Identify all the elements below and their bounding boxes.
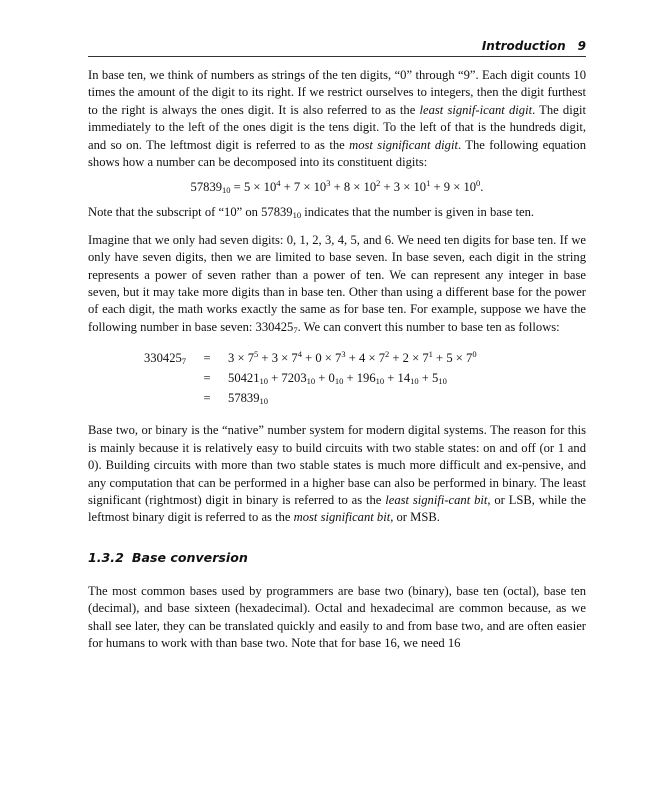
equation-row [144,348,477,368]
text-span: Imagine that we only had seven digits: 0, 1, 2, 3, 4, 5, and 6. We need ten digits for base ten. If we only have seven digits, then we are limited to base seven. In base seven, each digit in the string represents a power of seven rather than a power of ten. We can represent any integer in base seven, but it may take more digits than in base ten. Other than using a different base for the power of each digit, the math works exactly the same as for base ten. For example, suppose we have the following number in base seven: 330425 [88,232,586,334]
equation-rhs [228,348,477,368]
term-least-significant-digit: least signif-icant digit [419,102,533,117]
book-page [88,36,586,652]
term-number: 0 [328,371,335,386]
term-base: 10 [463,180,477,195]
paragraph-base-conversion [88,583,586,653]
subscript: 7 [293,324,298,335]
term-base: 7 [335,351,342,366]
text-span: . The following equation shows how a number can be decomposed into its constituent digits: [88,137,586,170]
equation-base-seven-conversion [144,348,477,408]
term-base: 10 [313,180,327,195]
equation-rhs [228,368,477,388]
period: . [480,180,484,195]
subscript: 10 [292,210,302,221]
term-coefficient: 5 × [446,351,467,366]
exponent: 3 [341,349,346,360]
plus-sign: + [432,351,447,366]
exponent: 3 [326,178,331,189]
term-base: 10 [263,180,277,195]
equals-sign: = [203,351,211,366]
term-least-significant-bit: least signifi-cant bit [385,492,488,507]
text-span: , or MSB. [390,510,440,525]
term-coefficient: 3 × [228,351,248,366]
term-coefficient: 3 × [271,351,292,366]
text-span: indicates that the number is given in base ten. [301,205,535,220]
exponent: 5 [254,349,259,360]
plus-sign: + [330,180,344,195]
subscript: 10 [334,376,344,387]
equation-lhs-empty [144,388,198,408]
exponent: 2 [376,178,381,189]
term-coefficient: 8 × [343,180,364,195]
term-number: 50421 [228,371,260,386]
plus-sign: + [258,351,272,366]
equation-lhs [144,348,198,368]
term-base: 7 [422,351,429,366]
equation-base-ten-decomposition [88,179,586,196]
term-coefficient: 9 × [443,180,464,195]
exponent: 4 [276,178,281,189]
subscript: 10 [306,376,316,387]
paragraph-subscript-note [88,204,586,221]
plus-sign: + [384,371,398,386]
paragraph-base-ten [88,67,586,171]
subscript: 7 [181,356,187,367]
running-head [88,36,586,57]
subscript: 10 [259,376,269,387]
term-number: 57839 [228,391,260,406]
text-span: Base two, or binary is the “native” number system for modern digital systems. The reason for this is mainly because it is relatively easy to build circuits with two stable states: on and off (or 1 and 0). Building circuits with more than two stable states is much more difficult and ex-pensive, and any computation that can be performed in a higher base can also be performed in binary. The least significant (rightmost) digit in binary is referred to as the [88,423,586,507]
equation-row [144,388,477,408]
subscript: 10 [375,376,385,387]
text-span: . The digit immediately to the left of the ones digit is the tens digit. To the left of that is the hundreds digit, and so on. The leftmost digit is referred to as the [88,102,587,152]
term-base: 7 [247,351,255,366]
term-base: 10 [413,180,427,195]
term-coefficient: 5 × [243,180,264,195]
exponent: 0 [472,349,477,360]
plus-sign: + [268,371,282,386]
term-coefficient: 7 × [293,180,314,195]
term-coefficient: 4 × [359,351,379,366]
plus-sign: + [345,351,359,366]
term-coefficient: 3 × [393,180,414,195]
plus-sign: + [343,371,357,386]
plus-sign: + [430,180,444,195]
term-number: 5 [432,371,439,386]
equals-sign: = [203,391,211,406]
plus-sign: + [380,180,394,195]
page-number: 9 [577,39,586,53]
term-most-significant-bit: most significant bit [293,510,391,525]
subscript: 10 [259,396,269,407]
term-base: 7 [466,351,473,366]
equation-number: 330425 [144,351,182,366]
text-span: . We can convert this number to base ten as follows: [297,319,560,334]
section-title: Base conversion [131,549,248,565]
term-number: 196 [356,371,376,386]
plus-sign: + [315,371,329,386]
plus-sign: + [280,180,294,195]
text-span: Note that the subscript of “10” on 57839 [88,205,293,220]
plus-sign: + [301,351,316,366]
paragraph-base-seven [88,232,586,336]
exponent: 1 [426,178,431,189]
exponent: 0 [476,178,481,189]
plus-sign: + [418,371,433,386]
plus-sign: + [389,351,403,366]
equation-rhs [228,388,477,408]
term-base: 7 [378,351,385,366]
term-base: 7 [291,351,298,366]
subscript: 10 [410,376,419,387]
equation-lhs-empty [144,368,198,388]
subscript: 10 [222,185,231,196]
equals-sign: = [203,371,211,386]
exponent: 4 [297,349,302,360]
term-coefficient: 0 × [315,351,336,366]
text-span: , or LSB, while the leftmost binary digit is referred to as the [88,492,586,525]
paragraph-binary [88,422,586,526]
equation-row [144,368,477,388]
text-span: The most common bases used by programmers are base two (binary), base ten (octal), base ten (decimal), and base sixteen (hexadecimal). Octal and hexadecimal are common because, as we shall see later, they can be translated quickly and easily to and from base two, and are often easier for humans to work with than base two. Note that for base 16, we need 16 [88,583,586,650]
equals-sign: = [230,180,244,195]
exponent: 1 [428,349,433,360]
term-coefficient: 2 × [402,351,423,366]
chapter-title: Introduction [481,39,566,53]
section-heading [88,549,586,567]
equation-number: 57839 [190,180,223,195]
term-number: 7203 [281,371,307,386]
section-number: 1.3.2 [88,549,124,565]
exponent: 2 [385,349,390,360]
term-base: 10 [363,180,377,195]
term-number: 14 [397,371,411,386]
term-most-significant-digit: most significant digit [349,137,458,152]
subscript: 10 [438,376,447,387]
text-span: In base ten, we think of numbers as strings of the ten digits, “0” through “9”. Each digit counts 10 times the amount of the digit to its right. If we restrict ourselves to integers, then the digit furthest to the right is always the ones digit. It is also referred to as the [88,68,586,117]
